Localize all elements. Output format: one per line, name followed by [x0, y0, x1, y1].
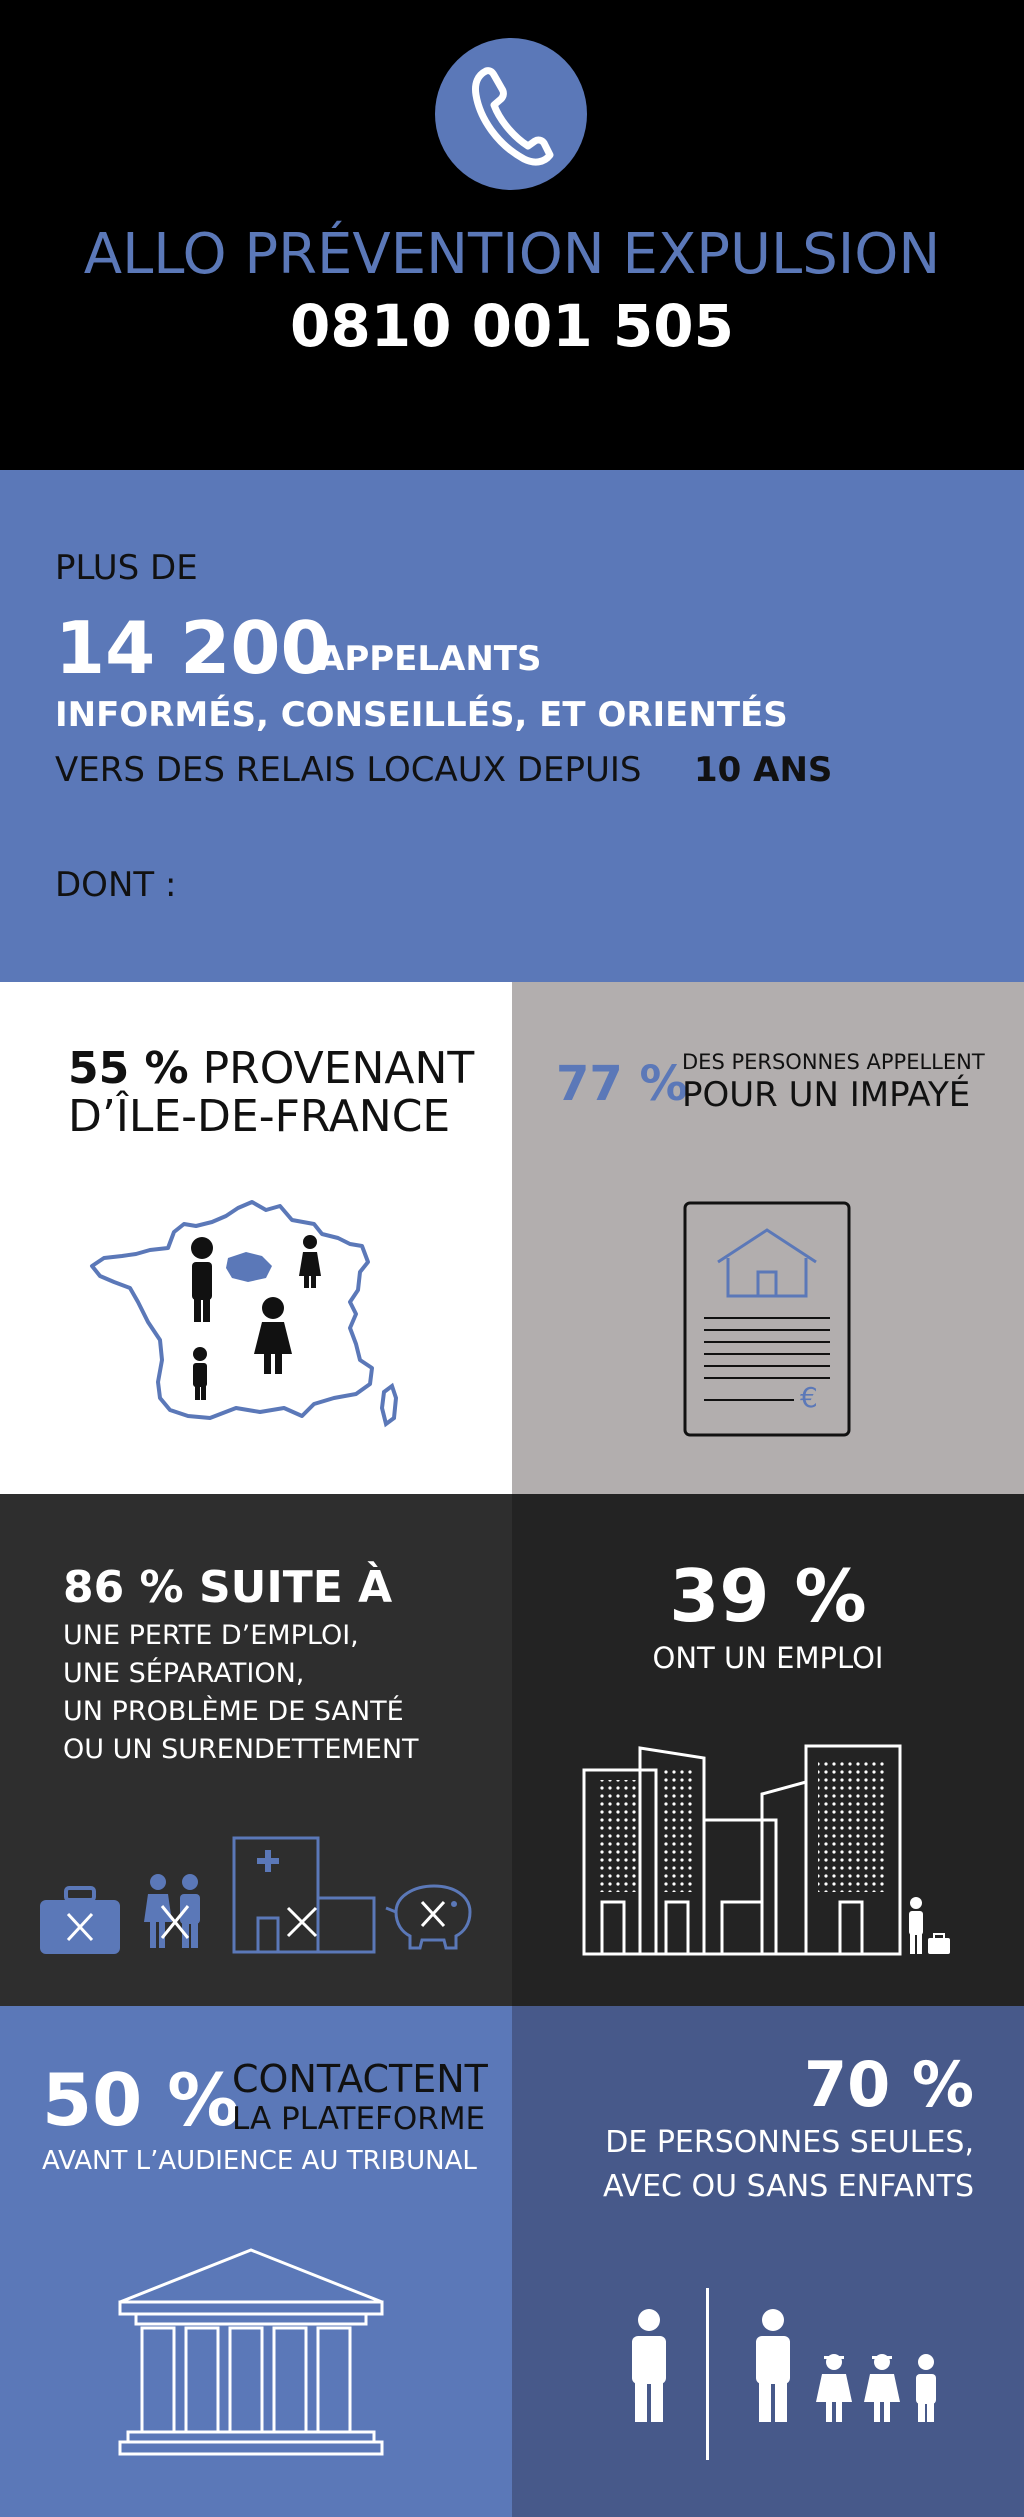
office-buildings-icon: [582, 1736, 902, 1956]
relais-line: VERS DES RELAIS LOCAUX DEPUIS: [55, 750, 642, 790]
courthouse-icon: [116, 2246, 386, 2458]
france-map-icon: [0, 1172, 512, 1472]
idf-label2: D’ÎLE-DE-FRANCE: [68, 1091, 451, 1142]
informes-line: INFORMÉS, CONSEILLÉS, ET ORIENTÉS: [55, 695, 788, 735]
stat-emploi-cell: [512, 1494, 1024, 2006]
impaye-pct: 77 %: [556, 1056, 688, 1112]
suite-title: SUITE À: [198, 1562, 393, 1613]
piggy-bank-icon: [384, 1878, 480, 1952]
seules-label2: AVEC OU SANS ENFANTS: [602, 2169, 974, 2204]
header-section: [0, 0, 1024, 470]
callers-label: APPELANTS: [318, 639, 542, 679]
idf-line1: [68, 1043, 475, 1094]
briefcase-icon: [38, 1884, 122, 1956]
impaye-label1: DES PERSONNES APPELLENT: [682, 1050, 985, 1074]
separation-icon: [142, 1872, 208, 1950]
divider-line: [706, 2288, 709, 2460]
impaye-label2: POUR UN IMPAYÉ: [682, 1075, 971, 1115]
single-person-icon: [624, 2308, 674, 2424]
suite-line-3: UN PROBLÈME DE SANTÉ: [63, 1696, 404, 1727]
emploi-label: ONT UN EMPLOI: [652, 1641, 884, 1675]
idf-pct: 55 %: [68, 1043, 189, 1094]
plateforme-pct: 50 %: [42, 2058, 240, 2142]
plus-de-label: PLUS DE: [55, 548, 198, 588]
suite-line-4: OU UN SURENDETTEMENT: [63, 1734, 419, 1765]
euro-icon: €: [800, 1381, 818, 1414]
callers-count: 14 200: [55, 606, 331, 690]
stat-idf-cell: [0, 982, 512, 1494]
seules-pct: 70 %: [804, 2048, 974, 2121]
worker-with-bag-icon: [904, 1896, 952, 1956]
plateforme-label3: AVANT L’AUDIENCE AU TRIBUNAL: [42, 2146, 477, 2176]
header-title: ALLO PRÉVENTION EXPULSION: [83, 222, 941, 287]
idf-label1: PROVENANT: [202, 1043, 475, 1094]
summary-section: [0, 470, 1024, 982]
stat-impaye-cell: [512, 982, 1024, 1494]
emploi-pct: 39 %: [669, 1554, 867, 1638]
invoice-house-icon: [682, 1200, 852, 1438]
stat-seules-cell: [512, 2006, 1024, 2517]
stat-plateforme-cell: [0, 2006, 512, 2517]
phone-icon: [434, 37, 588, 191]
parent-with-children-icon: [748, 2308, 948, 2424]
suite-line-2: UNE SÉPARATION,: [63, 1658, 305, 1689]
header-phone: 0810 001 505: [290, 292, 734, 360]
suite-pct: 86 %: [63, 1562, 184, 1613]
suite-line-1: UNE PERTE D’EMPLOI,: [63, 1620, 359, 1651]
seules-label1: DE PERSONNES SEULES,: [605, 2125, 974, 2160]
stat-suite-cell: [0, 1494, 512, 2006]
plateforme-label1: CONTACTENT: [232, 2057, 488, 2101]
hospital-icon: [232, 1836, 376, 1954]
plateforme-label2: LA PLATEFORME: [232, 2101, 486, 2137]
dont-label: DONT :: [55, 865, 177, 905]
years-value: 10 ANS: [694, 750, 833, 790]
suite-headline: [63, 1562, 393, 1613]
